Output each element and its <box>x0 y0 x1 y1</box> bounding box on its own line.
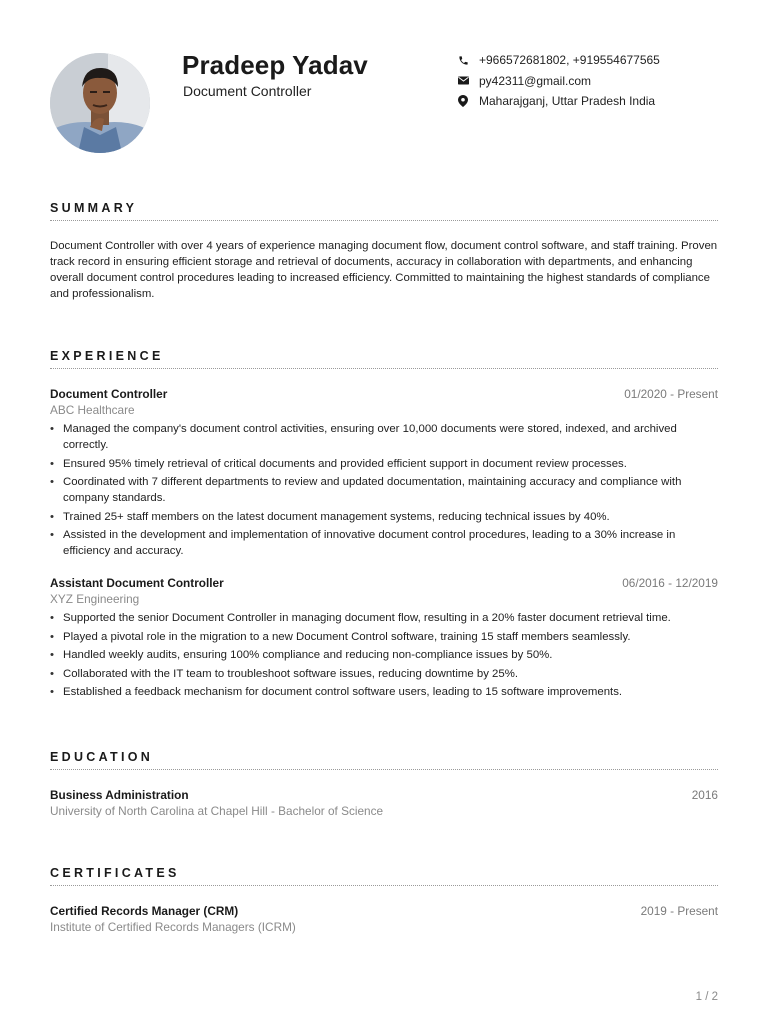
email-link[interactable]: py42311@gmail.com <box>479 73 592 88</box>
contact-email <box>457 71 660 92</box>
phone-text: +966572681802, +919554677565 <box>479 53 660 68</box>
job-bullets <box>50 421 718 559</box>
phone-icon <box>457 54 469 66</box>
job-bullet: • Supported the senior Document Controller in managing document flow, resulting in a 20% faster document retrieval time. <box>50 610 718 626</box>
contact-location <box>457 91 660 112</box>
job-bullet: • Coordinated with 7 different departments to review and updated documentation, maintaining accuracy and compliance with company standards. <box>50 474 718 506</box>
job-dates: 06/2016 - 12/2019 <box>622 576 718 590</box>
contact-info <box>457 50 660 112</box>
map-pin-icon <box>457 95 469 107</box>
summary-heading: SUMMARY <box>50 201 138 215</box>
job-bullet: • Played a pivotal role in the migration to a new Document Control software, training 15 staff members seamlessly. <box>50 629 718 645</box>
school-name: University of North Carolina at Chapel Hill - Bachelor of Science <box>50 804 384 818</box>
candidate-name: Pradeep Yadav <box>182 50 368 80</box>
job-bullet: • Managed the company's document control activities, ensuring over 10,000 documents were stored, indexed, and archived correctly. <box>50 421 718 453</box>
experience-heading: EXPERIENCE <box>50 349 164 363</box>
job-bullet: • Assisted in the development and implementation of innovative document control procedures, leading to a 30% increase in efficiency and accuracy. <box>50 527 718 559</box>
job-company: XYZ Engineering <box>50 592 140 606</box>
certificate-entry <box>50 904 718 934</box>
certificate-dates: 2019 - Present <box>640 904 718 918</box>
certificates-divider <box>50 885 718 886</box>
summary-divider <box>50 220 718 221</box>
education-heading: EDUCATION <box>50 750 154 764</box>
experience-divider <box>50 368 718 369</box>
job-bullets <box>50 610 718 700</box>
page-number: 1 / 2 <box>695 991 718 1003</box>
candidate-role: Document Controller <box>183 83 312 99</box>
job-bullet: • Ensured 95% timely retrieval of critical documents and provided efficient support in document review processes. <box>50 456 718 472</box>
certificate-issuer: Institute of Certified Records Managers (ICRM) <box>50 920 296 934</box>
job-bullet: • Collaborated with the IT team to troubleshoot software issues, reducing downtime by 25%. <box>50 666 718 682</box>
location-text: Maharajganj, Uttar Pradesh India <box>479 94 656 109</box>
envelope-icon <box>457 75 469 87</box>
experience-entry <box>50 387 718 562</box>
experience-entry <box>50 576 718 703</box>
job-title: Document Controller <box>50 387 168 401</box>
job-company: ABC Healthcare <box>50 403 135 417</box>
avatar <box>50 53 150 153</box>
job-dates: 01/2020 - Present <box>624 387 718 401</box>
degree-name: Business Administration <box>50 788 189 802</box>
summary-text: Document Controller with over 4 years of experience managing document flow, document control software, and staff training. Proven track record in ensuring efficient storage and retrieval of documents, accuracy in collaboration with departments, and enhancing overall document control procedures leading to increased efficiency. Committed to maintaining the highest standards of compliance and professionalism. <box>50 240 718 300</box>
contact-phone <box>457 50 660 71</box>
education-entry <box>50 788 718 818</box>
certificate-name: Certified Records Manager (CRM) <box>50 904 239 918</box>
graduation-year: 2016 <box>691 788 718 802</box>
job-bullet: • Handled weekly audits, ensuring 100% compliance and reducing non-compliance issues by 50%. <box>50 647 718 663</box>
job-bullet: • Established a feedback mechanism for document control software users, leading to 15 software improvements. <box>50 684 718 700</box>
education-divider <box>50 769 718 770</box>
certificates-heading: CERTIFICATES <box>50 866 180 880</box>
job-bullet: • Trained 25+ staff members on the latest document management systems, reducing technical issues by 40%. <box>50 509 718 525</box>
job-title: Assistant Document Controller <box>50 576 224 590</box>
